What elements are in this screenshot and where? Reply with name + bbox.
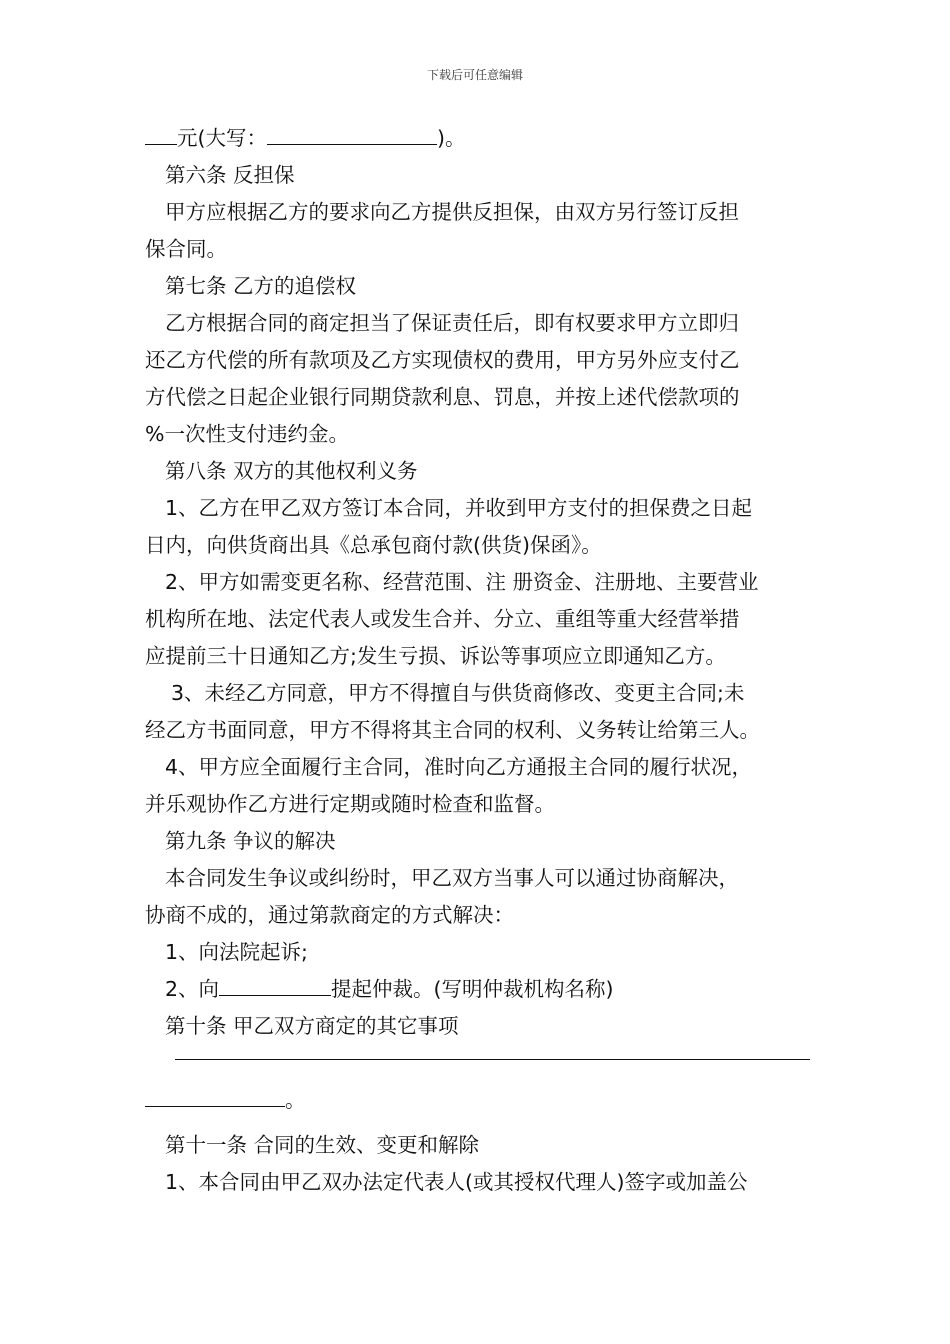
paragraph-line: 甲方应根据乙方的要求向乙方提供反担保，由双方另行签订反担 <box>165 200 739 224</box>
article-6-title: 第六条 反担保 <box>165 163 295 187</box>
paragraph-line: 机构所在地、法定代表人或发生合并、分立、重组等重大经营举措 <box>145 607 740 631</box>
paragraph-line: 并乐观协作乙方进行定期或随时检查和监督。 <box>145 792 555 816</box>
other-matters-end <box>145 1082 810 1119</box>
paragraph-line: 1、乙方在甲乙双方签订本合同，并收到甲方支付的担保费之日起 <box>165 496 753 520</box>
paragraph-line: 保合同。 <box>145 237 227 261</box>
arbitration-prefix: 2、向 <box>165 977 220 1001</box>
contract-body <box>145 120 810 1201</box>
paragraph-line: 日内，向供货商出具《总承包商付款(供货)保函》。 <box>145 533 602 557</box>
amount-uppercase-blank <box>267 122 437 145</box>
arbitration-blank <box>219 973 331 996</box>
article-11-title: 第十一条 合同的生效、变更和解除 <box>165 1133 480 1157</box>
article-7-title: 第七条 乙方的追偿权 <box>165 274 357 298</box>
paragraph-line: 还乙方代偿的所有款项及乙方实现债权的费用，甲方另外应支付乙 <box>145 348 740 372</box>
article-8-title: 第八条 双方的其他权利义务 <box>165 459 418 483</box>
paragraph-line: 协商不成的，通过第款商定的方式解决： <box>145 903 514 927</box>
paragraph-line: %一次性支付违约金。 <box>145 422 349 446</box>
arbitration-line <box>145 971 810 1008</box>
paragraph-line: 1、本合同由甲乙双办法定代表人(或其授权代理人)签字或加盖公 <box>165 1170 748 1194</box>
page-header: 下载后可任意编辑 <box>426 68 523 82</box>
amount-close: )。 <box>437 126 466 150</box>
list-item: 1、向法院起诉; <box>165 940 308 964</box>
long-blank <box>175 1059 810 1060</box>
paragraph-line: 乙方根据合同的商定担当了保证责任后，即有权要求甲方立即归 <box>165 311 739 335</box>
paragraph-line: 3、未经乙方同意，甲方不得擅自与供货商修改、变更主合同;未 <box>171 681 745 705</box>
paragraph-line: 2、甲方如需变更名称、经营范围、注 册资金、注册地、主要营业 <box>165 570 759 594</box>
amount-line <box>145 120 810 157</box>
amount-text: 元(大写： <box>177 126 267 150</box>
short-blank <box>145 1084 285 1107</box>
amount-blank <box>145 122 177 145</box>
paragraph-line: 方代偿之日起企业银行同期贷款利息、罚息，并按上述代偿款项的 <box>145 385 740 409</box>
article-9-title: 第九条 争议的解决 <box>165 829 336 853</box>
arbitration-suffix: 提起仲裁。(写明仲裁机构名称) <box>331 977 614 1001</box>
paragraph-line: 应提前三十日通知乙方;发生亏损、诉讼等事项应立即通知乙方。 <box>145 644 726 668</box>
other-matters-blank-line <box>145 1045 810 1082</box>
paragraph-line: 经乙方书面同意，甲方不得将其主合同的权利、义务转让给第三人。 <box>145 718 760 742</box>
article-10-title: 第十条 甲乙双方商定的其它事项 <box>165 1014 459 1038</box>
paragraph-line: 本合同发生争议或纠纷时，甲乙双方当事人可以通过协商解决， <box>165 866 739 890</box>
end-period: 。 <box>285 1088 306 1112</box>
paragraph-line: 4、甲方应全面履行主合同，准时向乙方通报主合同的履行状况， <box>165 755 753 779</box>
